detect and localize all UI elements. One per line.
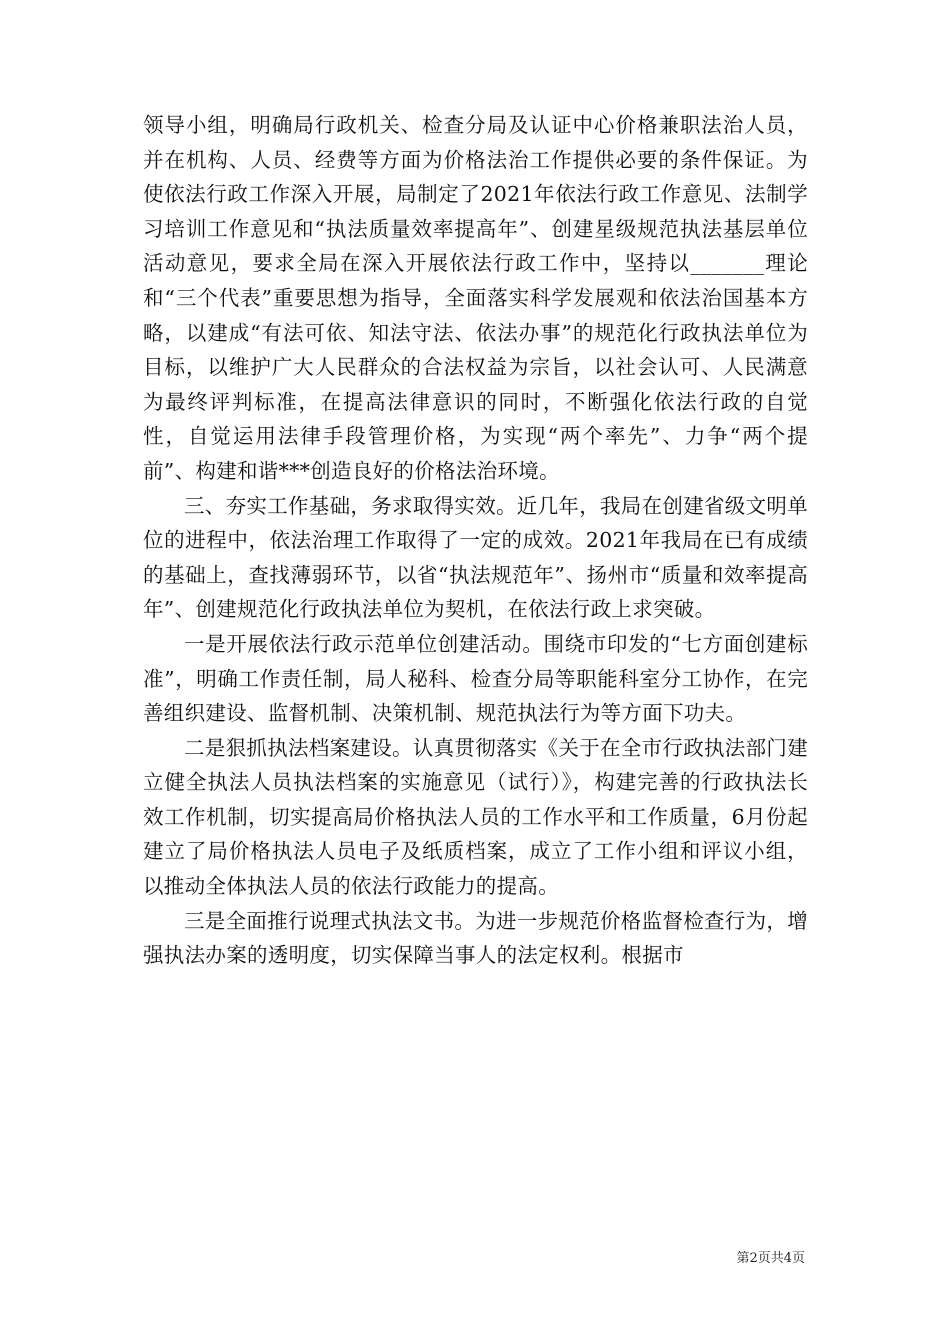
paragraph-5: 三是全面推行说理式执法文书。为进一步规范价格监督检查行为，增强执法办案的透明度，切实保障当事人的法定权利。根据市 [143,908,808,968]
document-body [143,108,808,973]
page-number: 第2页共4页 [736,1251,805,1266]
paragraph-2: 三、夯实工作基础，务求取得实效。近几年，我局在创建省级文明单位的进程中，依法治理工作取得了一定的成效。2021年我局在已有成绩的基础上，查找薄弱环节，以省“执法规范年”、扬州市“质量和效率提高年”、创建规范化行政执法单位为契机，在依法行政上求突破。 [143,493,808,622]
page-footer [0,1247,805,1266]
paragraph-4: 二是狠抓执法档案建设。认真贯彻落实《关于在全市行政执法部门建立健全执法人员执法档案的实施意见（试行）》，构建完善的行政执法长效工作机制，切实提高局价格执法人员的工作水平和工作质量，6月份起建立了局价格执法人员电子及纸质档案，成立了工作小组和评议小组，以推动全体执法人员的依法行政能力的提高。 [143,735,808,899]
paragraph-1: 领导小组，明确局行政机关、检查分局及认证中心价格兼职法治人员，并在机构、人员、经费等方面为价格法治工作提供必要的条件保证。为使依法行政工作深入开展，局制定了2021年依法行政工作意见、法制学习培训工作意见和“执法质量效率提高年”、创建星级规范执法基层单位活动意见，要求全局在深入开展依法行政工作中，坚持以_______理论和“三个代表”重要思想为指导，全面落实科学发展观和依法治国基本方略，以建成“有法可依、知法守法、依法办事”的规范化行政执法单位为目标，以维护广大人民群众的合法权益为宗旨，以社会认可、人民满意为最终评判标准，在提高法律意识的同时，不断强化依法行政的自觉性，自觉运用法律手段管理价格，为实现“两个率先”、力争“两个提前”、构建和谐***创造良好的价格法治环境。 [143,113,808,483]
paragraph-3: 一是开展依法行政示范单位创建活动。围绕市印发的“七方面创建标准”，明确工作责任制，局人秘科、检查分局等职能科室分工协作，在完善组织建设、监督机制、决策机制、规范执法行为等方面下功夫。 [143,631,808,726]
